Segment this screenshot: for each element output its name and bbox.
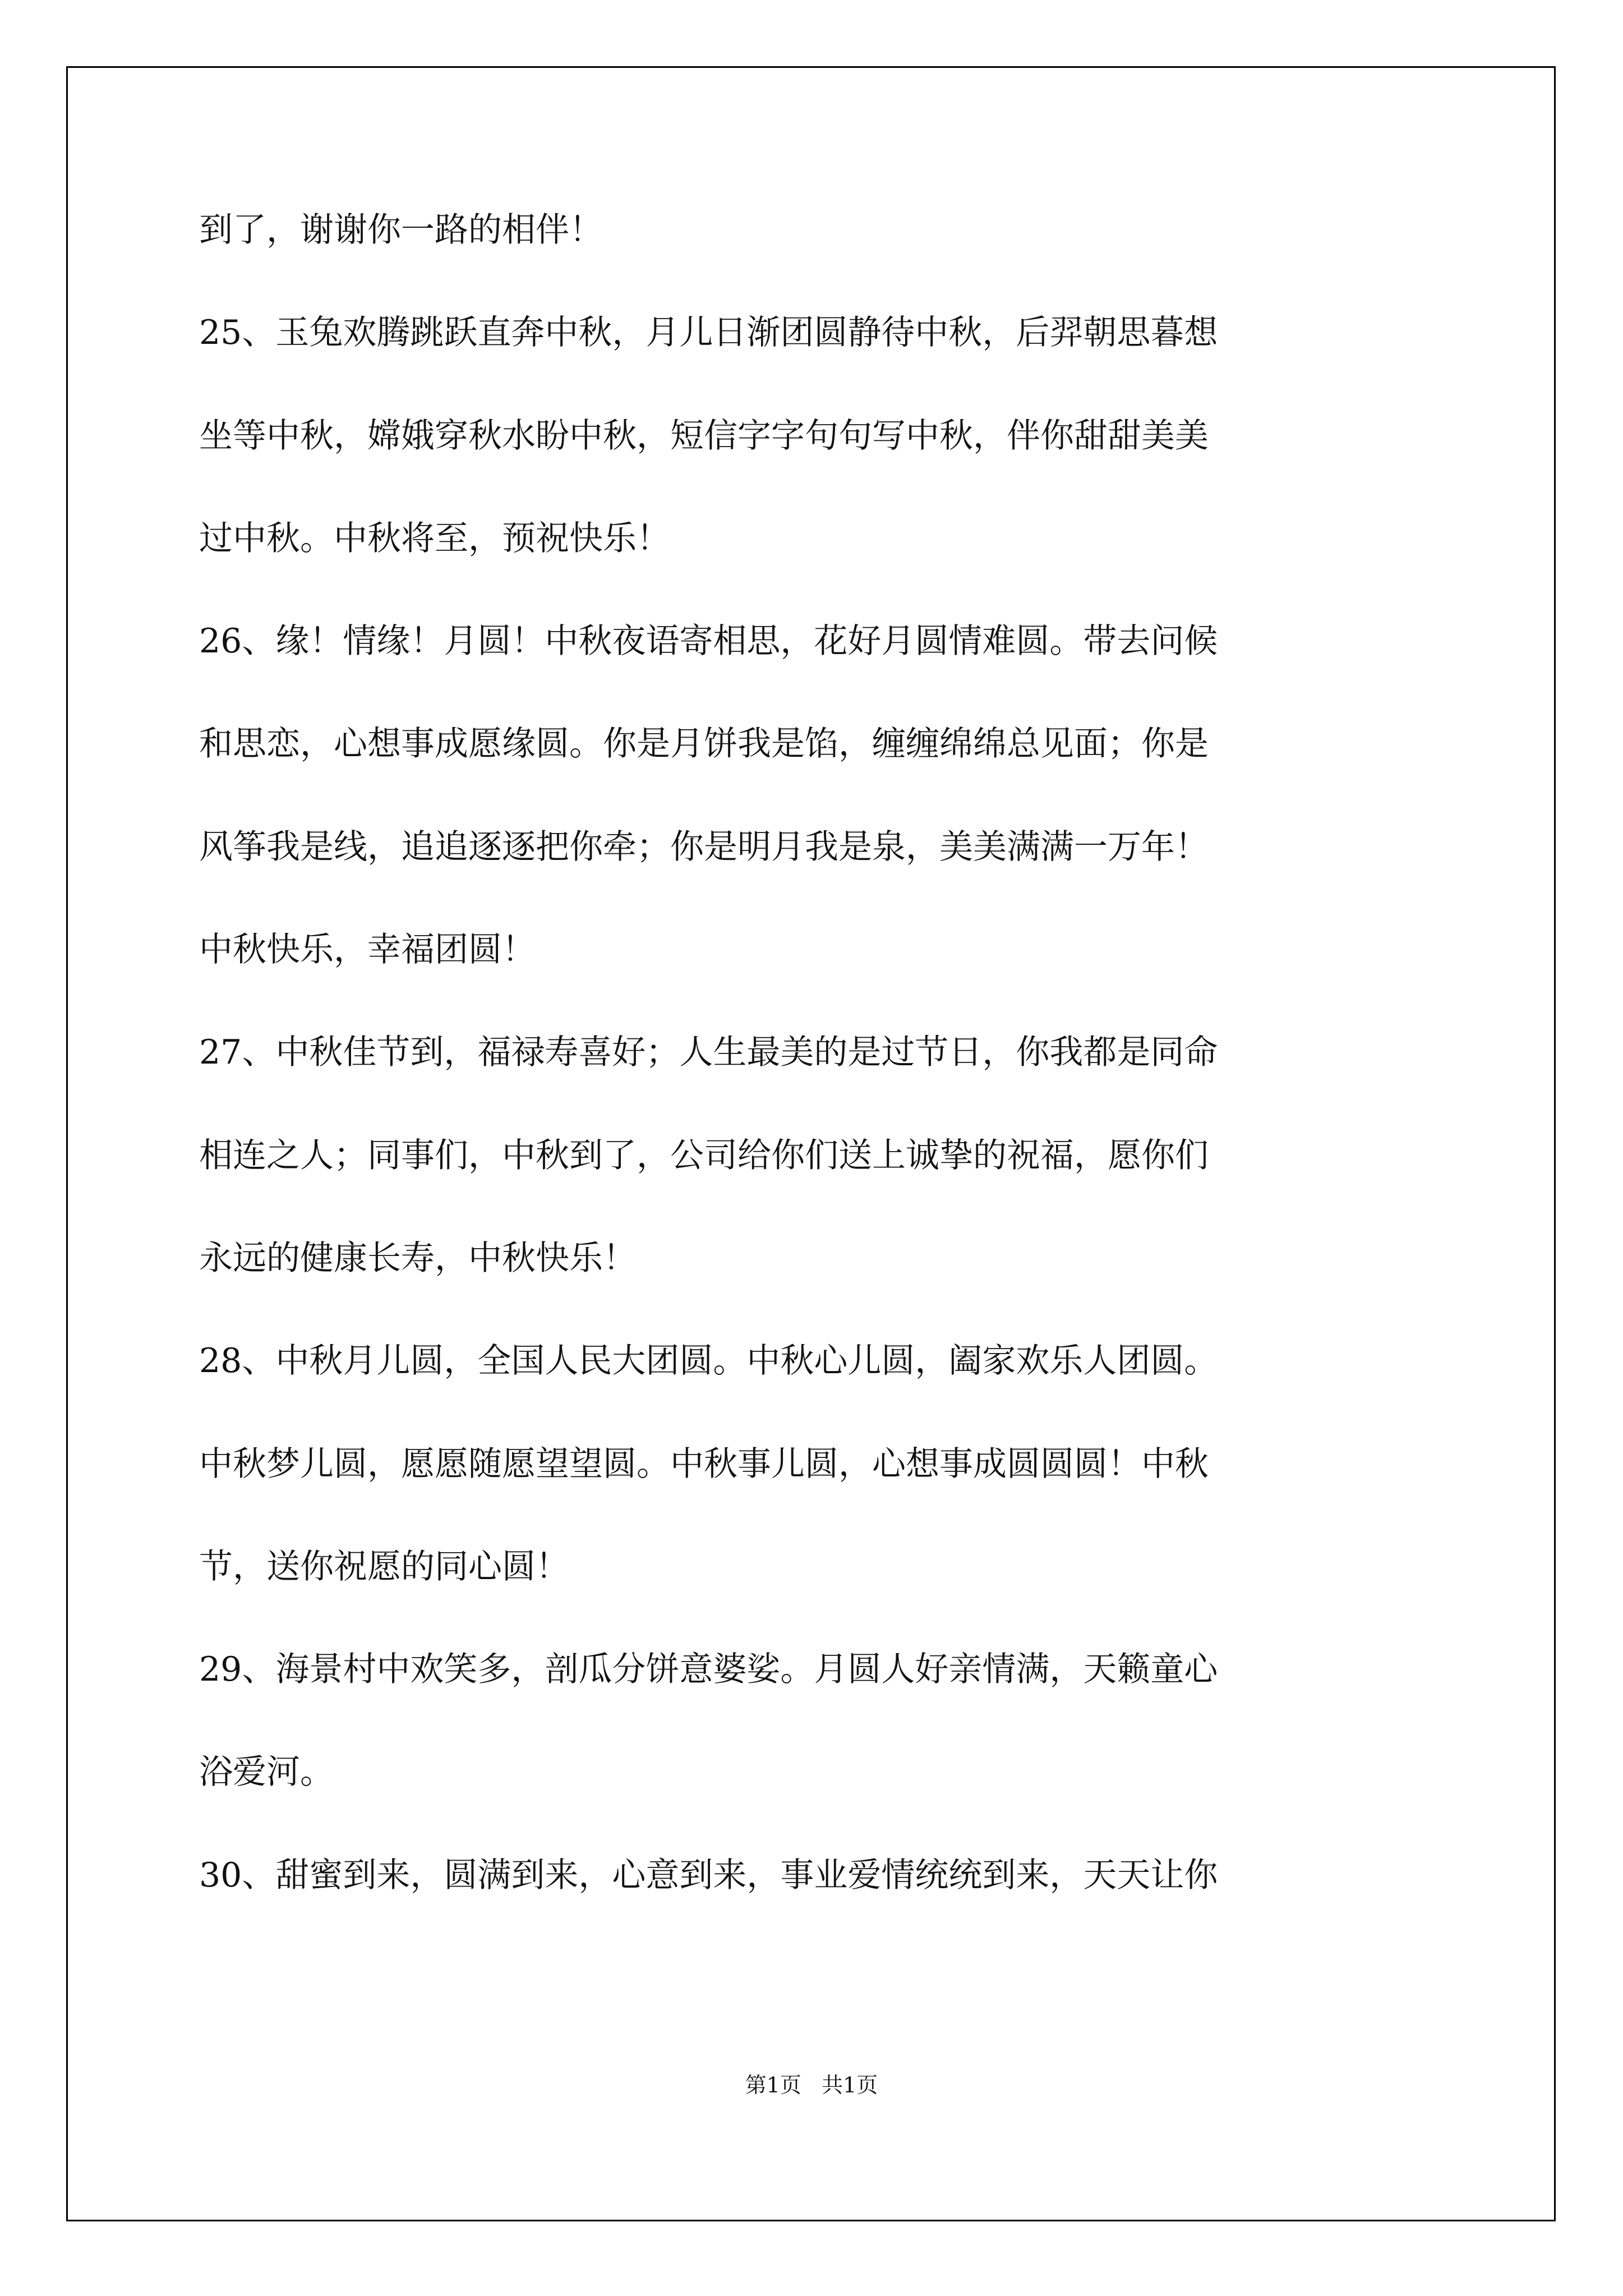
text-line: 浴爱河。	[199, 1752, 334, 1792]
text-line: 过中秋。中秋将至，预祝快乐！	[199, 518, 670, 558]
text-line: 25、玉兔欢腾跳跃直奔中秋，月儿日渐团圆静待中秋，后羿朝思暮想	[199, 313, 1218, 353]
text-line: 28、中秋月儿圆，全国人民大团圆。中秋心儿圆，阖家欢乐人团圆。	[199, 1341, 1218, 1381]
document-body	[199, 210, 1419, 1961]
page-number-footer: 第1页 共1页	[745, 2073, 878, 2097]
text-line: 到了，谢谢你一路的相伴！	[199, 210, 603, 250]
text-line: 中秋快乐，幸福团圆！	[199, 930, 536, 970]
text-line: 27、中秋佳节到，福禄寿喜好；人生最美的是过节日，你我都是同命	[199, 1033, 1218, 1073]
text-line: 和思恋，心想事成愿缘圆。你是月饼我是馅，缠缠绵绵总见面；你是	[199, 724, 1209, 764]
text-line: 坐等中秋，嫦娥穿秋水盼中秋，短信字字句句写中秋，伴你甜甜美美	[199, 416, 1209, 455]
text-line: 永远的健康长寿，中秋快乐！	[199, 1238, 637, 1278]
text-line: 29、海景村中欢笑多，剖瓜分饼意婆娑。月圆人好亲情满，天籁童心	[199, 1650, 1218, 1690]
text-line: 中秋梦儿圆，愿愿随愿望望圆。中秋事儿圆，心想事成圆圆圆！中秋	[199, 1444, 1209, 1484]
text-line: 30、甜蜜到来，圆满到来，心意到来，事业爱情统统到来，天天让你	[199, 1855, 1218, 1895]
text-line: 节，送你祝愿的同心圆！	[199, 1547, 569, 1586]
text-line: 相连之人；同事们，中秋到了，公司给你们送上诚挚的祝福，愿你们	[199, 1135, 1209, 1175]
text-line: 26、缘！情缘！月圆！中秋夜语寄相思，花好月圆情难圆。带去问候	[199, 622, 1218, 661]
text-line: 风筝我是线，追追逐逐把你牵；你是明月我是泉，美美满满一万年！	[199, 827, 1209, 867]
